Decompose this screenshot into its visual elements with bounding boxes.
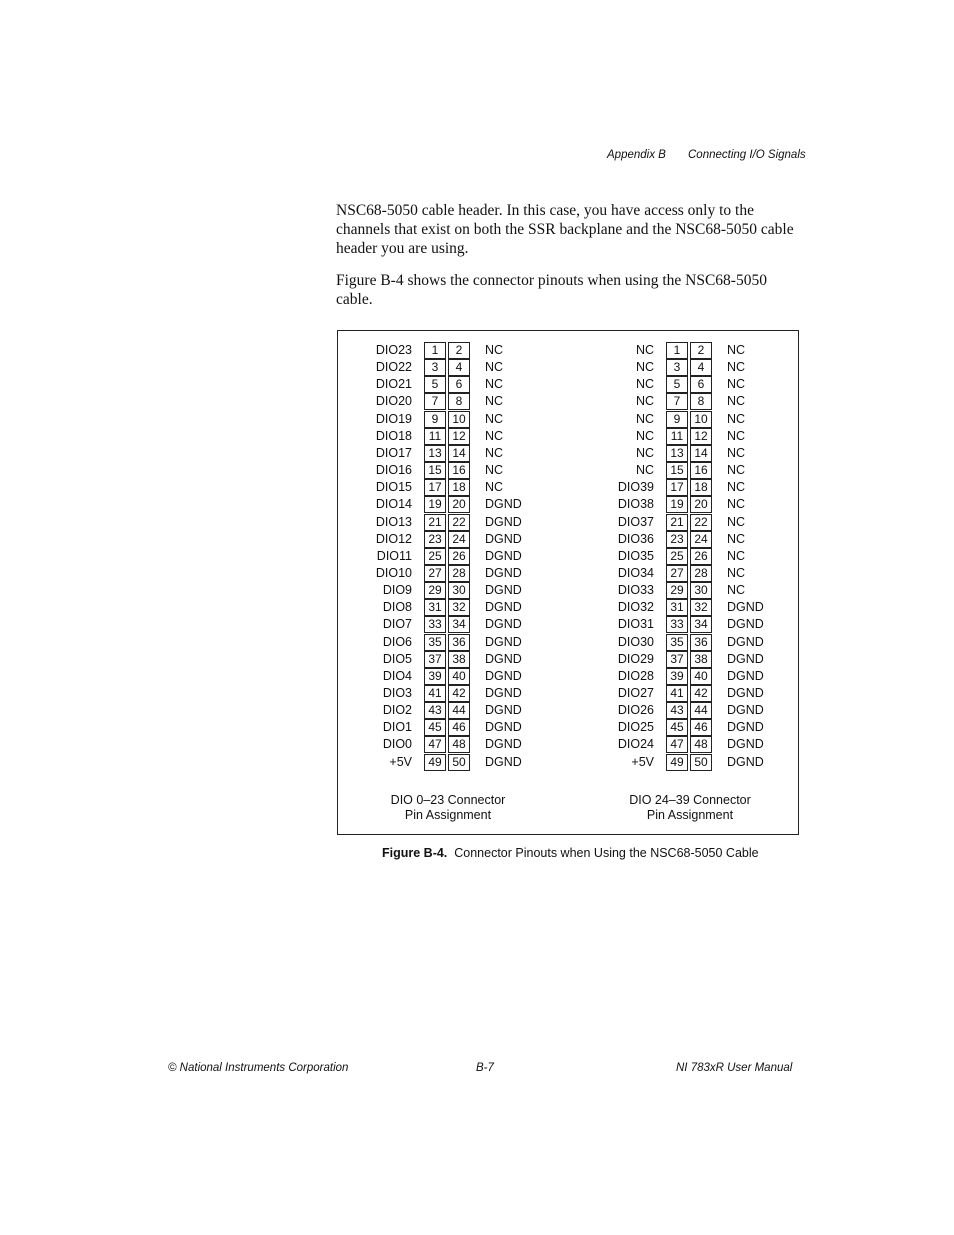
- pin-row: [338, 393, 798, 410]
- pin-number-even: 26: [690, 548, 712, 565]
- pin-number-odd: 23: [424, 531, 446, 548]
- signal-label-right: DGND: [485, 703, 522, 718]
- signal-label-left: DIO5: [382, 651, 412, 666]
- pin-number-even: 42: [690, 685, 712, 702]
- footer-manual-title: NI 783xR User Manual: [676, 1062, 793, 1074]
- pin-number-even: 48: [448, 736, 470, 753]
- pin-number-odd: 1: [424, 342, 446, 359]
- signal-label-left: DIO32: [617, 600, 654, 615]
- pin-number-even: 30: [448, 582, 470, 599]
- pin-number-odd: 35: [424, 634, 446, 651]
- signal-label-right: DGND: [485, 737, 522, 752]
- signal-label-left: DIO22: [375, 360, 412, 375]
- pin-number-odd: 3: [424, 359, 446, 376]
- pin-number-odd: 33: [424, 616, 446, 633]
- pin-number-odd: 5: [666, 376, 688, 393]
- signal-label-right: DGND: [485, 514, 522, 529]
- pin-number-even: 22: [690, 514, 712, 531]
- figure-caption-text: Connector Pinouts when Using the NSC68-5050 Cable: [454, 846, 759, 860]
- signal-label-left: NC: [635, 411, 654, 426]
- signal-label-right: DGND: [727, 651, 764, 666]
- pin-number-odd: 47: [666, 736, 688, 753]
- signal-label-right: DGND: [485, 617, 522, 632]
- signal-label-left: DIO27: [617, 686, 654, 700]
- footer-copyright: © National Instruments Corporation: [168, 1062, 349, 1074]
- pin-number-even: 6: [448, 376, 470, 393]
- pin-number-even: 38: [690, 651, 712, 668]
- signal-label-right: DGND: [485, 651, 522, 666]
- pin-number-even: 8: [690, 393, 712, 410]
- signal-label-left: +5V: [389, 754, 412, 769]
- pin-number-odd: 37: [666, 651, 688, 668]
- signal-label-right: NC: [727, 445, 746, 460]
- pin-row: [338, 651, 798, 668]
- pin-row: [338, 462, 798, 479]
- signal-label-left: DIO1: [382, 720, 412, 735]
- signal-label-right: NC: [485, 480, 504, 495]
- pin-number-even: 40: [690, 668, 712, 685]
- pin-number-odd: 23: [666, 531, 688, 548]
- pin-number-odd: 43: [666, 702, 688, 719]
- pin-row: [338, 702, 798, 719]
- signal-label-left: DIO24: [617, 737, 654, 752]
- signal-label-right: NC: [727, 343, 746, 357]
- pin-number-odd: 39: [424, 668, 446, 685]
- body-paragraph-1: NSC68-5050 cable header. In this case, you have access only to the channels that exist on both the SSR backplane and the NSC68-5050 cable header you are using.: [336, 202, 794, 257]
- signal-label-left: NC: [635, 394, 654, 409]
- pin-number-odd: 47: [424, 736, 446, 753]
- signal-label-left: DIO4: [382, 668, 412, 683]
- signal-label-left: DIO29: [617, 651, 654, 666]
- pin-row: [338, 616, 798, 633]
- signal-label-left: DIO7: [382, 617, 412, 632]
- footer-page-number: B-7: [476, 1062, 494, 1074]
- signal-label-left: DIO28: [617, 668, 654, 683]
- pin-row: [338, 548, 798, 565]
- signal-label-left: DIO30: [617, 634, 654, 649]
- signal-label-left: DIO36: [617, 531, 654, 546]
- signal-label-left: DIO39: [617, 480, 654, 495]
- pin-number-even: 48: [690, 736, 712, 753]
- pin-row: [338, 496, 798, 513]
- signal-label-left: DIO34: [617, 565, 654, 580]
- pin-number-odd: 31: [666, 599, 688, 616]
- pin-number-even: 42: [448, 685, 470, 702]
- pin-row: [338, 668, 798, 685]
- pin-number-even: 28: [690, 565, 712, 582]
- pin-number-even: 4: [448, 359, 470, 376]
- pin-number-even: 38: [448, 651, 470, 668]
- signal-label-left: DIO9: [382, 583, 412, 598]
- pin-number-even: 28: [448, 565, 470, 582]
- signal-label-right: NC: [727, 548, 746, 563]
- pin-number-odd: 15: [666, 462, 688, 479]
- signal-label-right: DGND: [485, 668, 522, 683]
- signal-label-right: NC: [727, 497, 746, 512]
- pin-number-even: 24: [448, 531, 470, 548]
- signal-label-right: NC: [485, 394, 504, 409]
- pin-number-even: 34: [448, 616, 470, 633]
- pin-number-odd: 31: [424, 599, 446, 616]
- signal-label-left: DIO26: [617, 703, 654, 718]
- signal-label-right: DGND: [485, 720, 522, 735]
- signal-label-left: +5V: [631, 754, 654, 769]
- pin-number-even: 18: [690, 479, 712, 496]
- pinout-figure: [337, 330, 799, 835]
- connector-caption: DIO 0–23 Connector Pin Assignment: [390, 793, 506, 822]
- signal-label-right: NC: [727, 394, 746, 409]
- signal-label-right: DGND: [727, 703, 764, 718]
- signal-label-left: DIO10: [375, 565, 412, 580]
- pin-number-even: 16: [690, 462, 712, 479]
- pin-number-even: 40: [448, 668, 470, 685]
- pin-number-odd: 7: [424, 393, 446, 410]
- signal-label-right: DGND: [485, 548, 522, 563]
- signal-label-right: NC: [485, 428, 504, 443]
- pin-number-even: 32: [448, 599, 470, 616]
- pin-number-odd: 49: [666, 754, 688, 771]
- signal-label-left: DIO21: [375, 377, 412, 392]
- signal-label-right: NC: [727, 514, 746, 529]
- pin-number-odd: 21: [424, 514, 446, 531]
- pin-number-odd: 37: [424, 651, 446, 668]
- pin-number-even: 44: [448, 702, 470, 719]
- signal-label-right: DGND: [485, 600, 522, 615]
- pin-row: [338, 736, 798, 753]
- pin-number-odd: 21: [666, 514, 688, 531]
- pin-number-odd: 25: [424, 548, 446, 565]
- pin-number-odd: 15: [424, 462, 446, 479]
- signal-label-right: DGND: [727, 617, 764, 632]
- signal-label-left: DIO6: [382, 634, 412, 649]
- signal-label-left: DIO17: [375, 445, 412, 460]
- pin-number-odd: 11: [666, 428, 688, 445]
- pin-number-even: 14: [448, 445, 470, 462]
- signal-label-left: NC: [635, 428, 654, 443]
- signal-label-left: DIO38: [617, 497, 654, 512]
- connector-caption: DIO 24–39 Connector Pin Assignment: [629, 793, 751, 822]
- signal-label-left: DIO2: [382, 703, 412, 718]
- signal-label-left: DIO23: [375, 343, 412, 357]
- pin-number-even: 34: [690, 616, 712, 633]
- pin-number-odd: 13: [666, 445, 688, 462]
- pin-number-even: 2: [448, 342, 470, 359]
- pin-row: [338, 445, 798, 462]
- pin-number-even: 12: [448, 428, 470, 445]
- pin-row: [338, 565, 798, 582]
- signal-label-right: NC: [485, 463, 504, 478]
- pin-number-even: 20: [690, 496, 712, 513]
- pin-number-odd: 29: [424, 582, 446, 599]
- signal-label-right: DGND: [727, 754, 764, 769]
- pin-number-odd: 35: [666, 634, 688, 651]
- pin-row: [338, 359, 798, 376]
- signal-label-right: DGND: [485, 565, 522, 580]
- signal-label-left: DIO19: [375, 411, 412, 426]
- pin-number-odd: 25: [666, 548, 688, 565]
- pin-row: [338, 599, 798, 616]
- pin-number-odd: 19: [424, 496, 446, 513]
- pin-number-odd: 19: [666, 496, 688, 513]
- pin-number-odd: 17: [424, 479, 446, 496]
- pin-number-even: 36: [690, 634, 712, 651]
- pin-number-odd: 7: [666, 393, 688, 410]
- header-appendix: Appendix B: [607, 149, 666, 161]
- signal-label-left: DIO18: [375, 428, 412, 443]
- signal-label-left: DIO25: [617, 720, 654, 735]
- body-paragraph-2: Figure B-4 shows the connector pinouts when using the NSC68-5050 cable.: [336, 272, 767, 308]
- pin-number-odd: 45: [666, 719, 688, 736]
- signal-label-right: NC: [727, 565, 746, 580]
- signal-label-left: DIO31: [617, 617, 654, 632]
- signal-label-left: DIO33: [617, 583, 654, 598]
- pin-number-odd: 9: [666, 411, 688, 428]
- pin-number-odd: 41: [424, 685, 446, 702]
- signal-label-right: NC: [727, 360, 746, 375]
- signal-label-left: DIO0: [382, 737, 412, 752]
- signal-label-right: DGND: [485, 497, 522, 512]
- pin-number-even: 8: [448, 393, 470, 410]
- pin-row: [338, 754, 798, 771]
- signal-label-right: NC: [485, 343, 504, 357]
- pin-number-odd: 1: [666, 342, 688, 359]
- pin-number-even: 46: [690, 719, 712, 736]
- signal-label-left: DIO14: [375, 497, 412, 512]
- pin-row: [338, 479, 798, 496]
- signal-label-left: DIO20: [375, 394, 412, 409]
- signal-label-left: NC: [635, 343, 654, 357]
- pin-number-even: 18: [448, 479, 470, 496]
- pin-row: [338, 719, 798, 736]
- pin-number-odd: 27: [666, 565, 688, 582]
- pin-row: [338, 514, 798, 531]
- pin-row: [338, 428, 798, 445]
- pin-number-even: 50: [448, 754, 470, 771]
- pin-number-even: 14: [690, 445, 712, 462]
- signal-label-left: DIO3: [382, 686, 412, 700]
- pin-number-even: 16: [448, 462, 470, 479]
- pin-row: [338, 685, 798, 702]
- signal-label-right: DGND: [727, 668, 764, 683]
- signal-label-right: NC: [485, 411, 504, 426]
- pin-number-even: 30: [690, 582, 712, 599]
- signal-label-left: DIO11: [376, 548, 412, 563]
- pin-number-even: 26: [448, 548, 470, 565]
- signal-label-right: NC: [727, 480, 746, 495]
- pin-row: [338, 531, 798, 548]
- signal-label-right: NC: [727, 411, 746, 426]
- signal-label-right: DGND: [727, 634, 764, 649]
- pin-number-even: 2: [690, 342, 712, 359]
- signal-label-right: DGND: [485, 583, 522, 598]
- pin-number-even: 36: [448, 634, 470, 651]
- signal-label-right: NC: [485, 377, 504, 392]
- signal-label-left: DIO16: [375, 463, 412, 478]
- pin-number-odd: 9: [424, 411, 446, 428]
- signal-label-right: DGND: [485, 686, 522, 700]
- pin-number-odd: 13: [424, 445, 446, 462]
- pin-number-odd: 11: [424, 428, 446, 445]
- signal-label-right: NC: [727, 531, 746, 546]
- signal-label-right: DGND: [727, 686, 764, 700]
- signal-label-left: DIO13: [375, 514, 412, 529]
- signal-label-right: NC: [727, 583, 746, 598]
- figure-label: Figure B-4.: [382, 846, 448, 860]
- pin-row: [338, 634, 798, 651]
- pin-number-even: 50: [690, 754, 712, 771]
- pin-number-even: 20: [448, 496, 470, 513]
- signal-label-right: NC: [727, 428, 746, 443]
- pin-number-even: 6: [690, 376, 712, 393]
- pin-number-odd: 41: [666, 685, 688, 702]
- pin-number-even: 10: [690, 411, 712, 428]
- pin-number-odd: 49: [424, 754, 446, 771]
- pin-number-even: 22: [448, 514, 470, 531]
- signal-label-left: DIO37: [617, 514, 654, 529]
- signal-label-left: DIO35: [617, 548, 654, 563]
- signal-label-right: DGND: [727, 600, 764, 615]
- signal-label-right: DGND: [727, 720, 764, 735]
- signal-label-right: NC: [485, 445, 504, 460]
- pin-row: [338, 376, 798, 393]
- signal-label-left: NC: [635, 463, 654, 478]
- pin-number-even: 46: [448, 719, 470, 736]
- pin-number-odd: 29: [666, 582, 688, 599]
- signal-label-right: DGND: [485, 634, 522, 649]
- pin-number-even: 24: [690, 531, 712, 548]
- signal-label-left: DIO15: [375, 480, 412, 495]
- signal-label-left: NC: [635, 360, 654, 375]
- signal-label-right: DGND: [485, 754, 522, 769]
- pin-number-odd: 45: [424, 719, 446, 736]
- pin-number-odd: 39: [666, 668, 688, 685]
- signal-label-left: NC: [635, 445, 654, 460]
- signal-label-left: DIO12: [375, 531, 412, 546]
- figure-caption: [382, 846, 759, 860]
- pin-number-even: 44: [690, 702, 712, 719]
- pin-row: [338, 411, 798, 428]
- pin-number-odd: 17: [666, 479, 688, 496]
- signal-label-right: NC: [727, 377, 746, 392]
- signal-label-right: DGND: [727, 737, 764, 752]
- pin-number-odd: 5: [424, 376, 446, 393]
- signal-label-left: DIO8: [382, 600, 412, 615]
- pin-number-odd: 43: [424, 702, 446, 719]
- pin-number-even: 4: [690, 359, 712, 376]
- pin-number-odd: 27: [424, 565, 446, 582]
- signal-label-right: NC: [727, 463, 746, 478]
- signal-label-right: DGND: [485, 531, 522, 546]
- signal-label-right: NC: [485, 360, 504, 375]
- pin-number-even: 10: [448, 411, 470, 428]
- pin-number-even: 32: [690, 599, 712, 616]
- signal-label-left: NC: [635, 377, 654, 392]
- pin-row: [338, 342, 798, 359]
- pin-number-even: 12: [690, 428, 712, 445]
- pin-number-odd: 33: [666, 616, 688, 633]
- header-section: Connecting I/O Signals: [688, 149, 806, 161]
- pin-number-odd: 3: [666, 359, 688, 376]
- pin-row: [338, 582, 798, 599]
